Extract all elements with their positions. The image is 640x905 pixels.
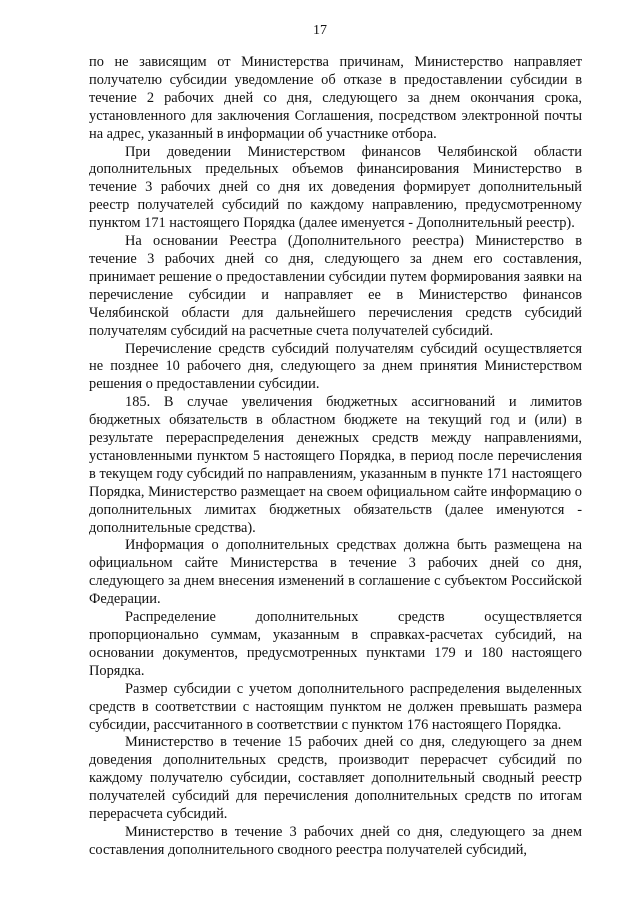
paragraph-continuation: по не зависящим от Министерства причинам, Министерство направляет получателю субсидии уведомление об отказе в предоставлении субсидии в течение 2 рабочих дней со дня, следующего за днем окончания срока, установленного для заключения Соглашения, посредством электронной почты на адрес, указанный в информации об участнике отбора. <box>89 54 582 142</box>
paragraph-subsidy-limit: Размер субсидии с учетом дополнительного распределения выделенных средств в соответствии с настоящим пунктом не должен превышать размера субсидии, рассчитанного в соответствии с пунктом 176 настоящего Порядка. <box>89 680 582 733</box>
paragraph-payment-decision: На основании Реестра (Дополнительного реестра) Министерство в течение 3 рабочих дней со дня, следующего за днем его составления, принимает решение о предоставлении субсидии путем формирования заявки на перечисление субсидии и направляет ее в Министерство финансов Челябинской области для дальнейшего перечисления средств субсидий получателям субсидий на расчетные счета получателей субсидий. <box>89 233 582 339</box>
page-number: 17 <box>313 23 327 38</box>
paragraph-additional-registry: При доведении Министерством финансов Челябинской области дополнительных предельных объемов финансирования Министерство в течение 3 рабочих дней со дня их доведения формирует дополнительный реестр получателей субсидий по каждому направлению, предусмотренному пунктом 171 настоящего Порядка (далее именуется - Дополнительный реестр). <box>89 143 582 232</box>
paragraph-final-partial: Министерство в течение 3 рабочих дней со дня, следующего за днем составления дополнительного сводного реестра получателей субсидий, <box>89 823 582 858</box>
paragraph-distribution: Распределение дополнительных средств осуществляется пропорционально суммам, указанным в справках-расчетах субсидий, на основании документов, предусмотренных пунктами 179 и 180 настоящего Порядка. <box>89 609 582 679</box>
paragraph-recalculation: Министерство в течение 15 рабочих дней со дня, следующего за днем доведения дополнительных средств, производит перерасчет субсидий по каждому получателю субсидии, составляет дополнительный сводный реестр получателей субсидий для перечисления дополнительных средств по итогам перерасчета субсидий. <box>89 734 582 823</box>
paragraph-publication-info: Информация о дополнительных средствах должна быть размещена на официальном сайте Министерства в течение 3 рабочих дней со дня, следующего за днем внесения изменений в соглашение с субъектом Российской Федерации. <box>89 537 582 608</box>
paragraph-item-185: 185. В случае увеличения бюджетных ассигнований и лимитов бюджетных обязательств в областном бюджете на текущий год и (или) в результате перераспределения денежных средств между направлениями, установленными пунктом 5 настоящего Порядка, в период после перечисления в текущем году субсидий по направлениям, указанным в пункте 171 настоящего Порядка, Министерство размещает на своем официальном сайте информацию о дополнительных лимитах бюджетных обязательств (далее именуются - дополнительные средства). <box>89 394 582 536</box>
paragraph-transfer-deadline: Перечисление средств субсидий получателям субсидий осуществляется не позднее 10 рабочего дня, следующего за днем принятия Министерством решения о предоставлении субсидии. <box>89 340 582 393</box>
document-body <box>89 54 582 860</box>
